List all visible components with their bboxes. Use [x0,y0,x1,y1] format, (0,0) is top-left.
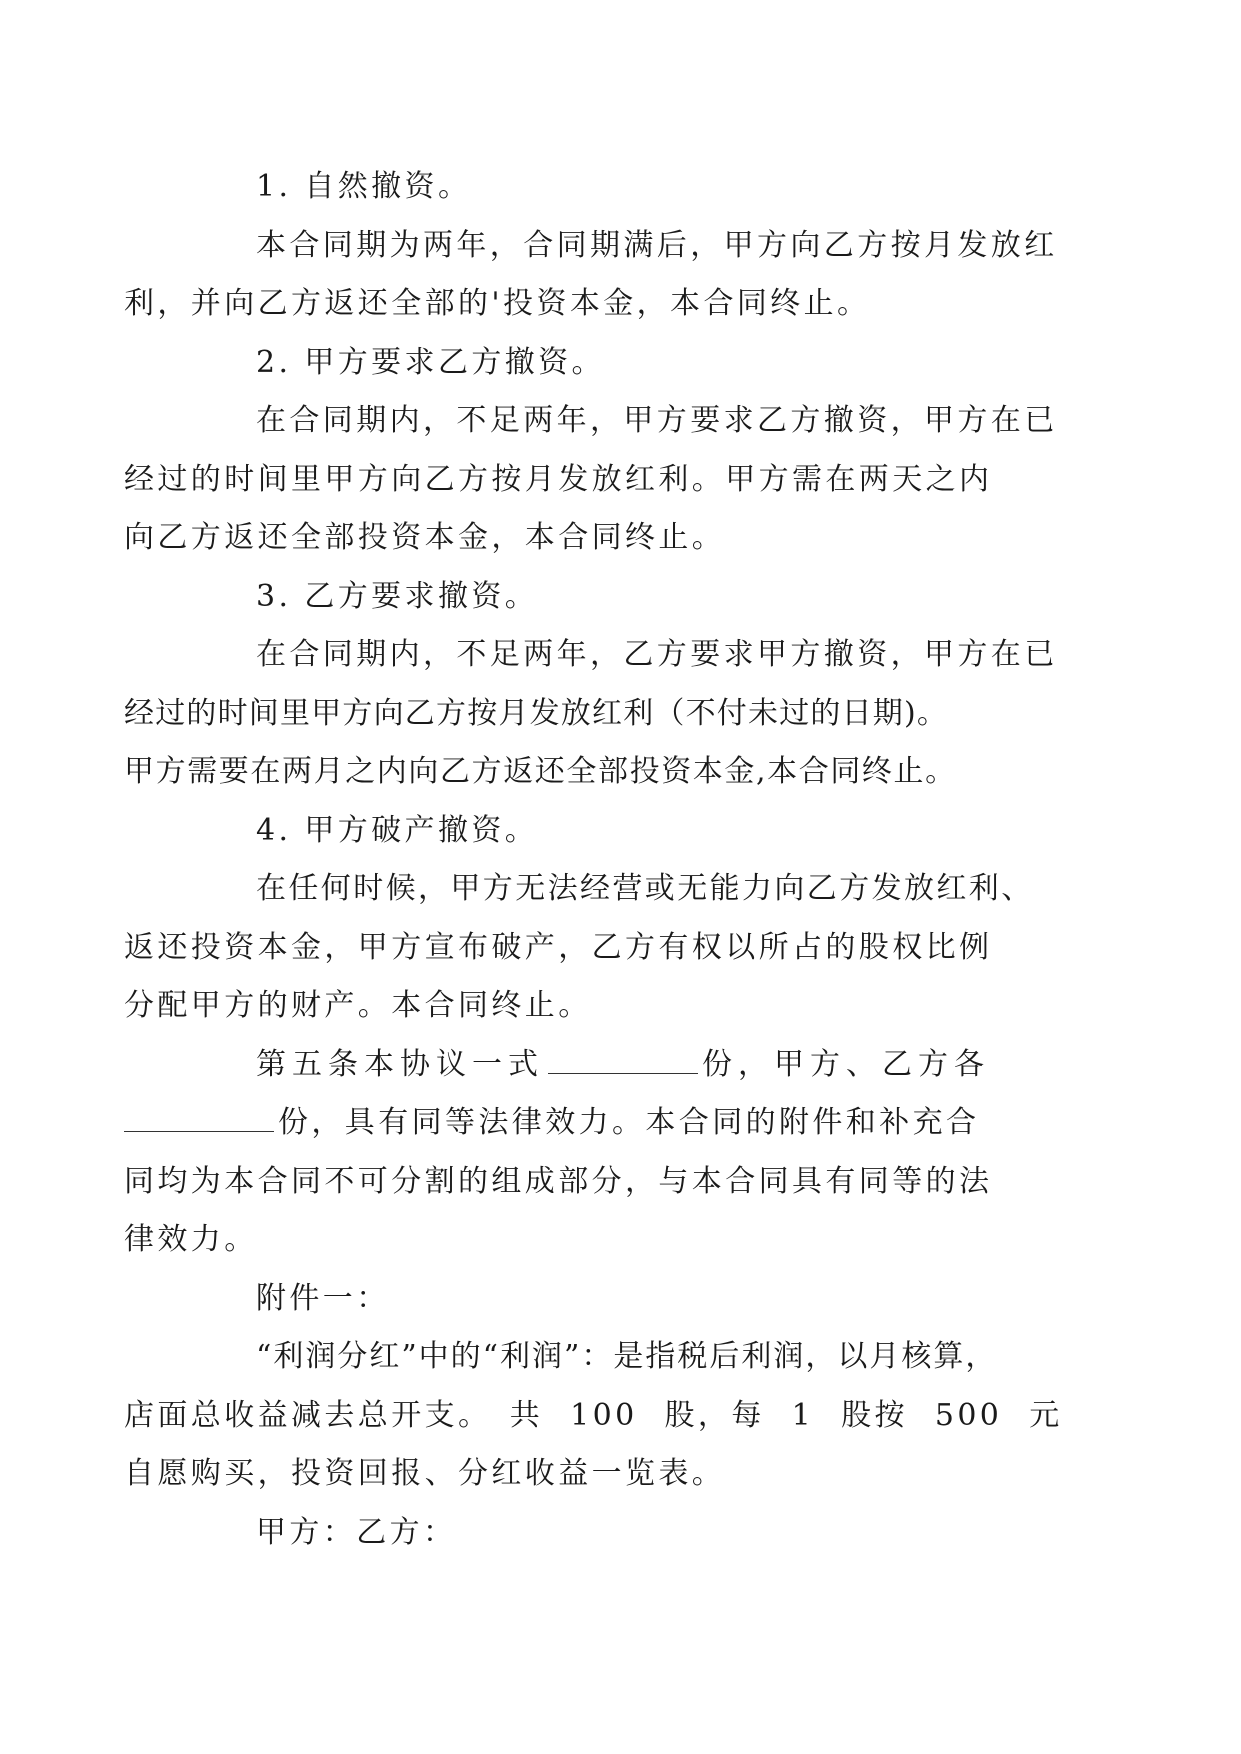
text-line: 甲方：乙方： [256,1514,457,1550]
clause-1-body [124,217,1070,334]
text-line: 在合同期内，不足两年，甲方要求乙方撤资，甲方在已 [256,403,1058,438]
text-line [190,1036,1070,1095]
text-line: 分配甲方的财产。本合同终止。 [124,988,592,1023]
text-line [124,1094,1070,1153]
article-5-mid: 份，甲方、乙方各 [702,1046,990,1082]
text-line: 甲方需要在两月之内向乙方返还全部投资本金,本合同终止。 [124,754,957,789]
copies-total-blank [548,1049,698,1074]
text-line: 店面总收益减去总开支。 共 100 股，每 1 股按 500 元 [124,1397,1063,1433]
text-line: 利，并向乙方返还全部的'投资本金，本合同终止。 [124,286,871,321]
copies-each-blank [124,1107,274,1132]
signature-line [190,1504,1070,1563]
clause-3-heading [190,568,1070,627]
clause-4-body [124,860,1070,1036]
text-line: 在任何时候，甲方无法经营或无能力向乙方发放红利、 [256,871,1034,906]
attachment-body [124,1328,1070,1504]
text-line: 向乙方返还全部投资本金，本合同终止。 [124,520,726,555]
text-line: 3. 乙方要求撤资。 [256,578,539,614]
attachment-heading [190,1270,1070,1329]
contract-body [124,158,1070,1562]
text-line: 在合同期内，不足两年，乙方要求甲方撤资，甲方在已 [256,637,1058,672]
text-line: 经过的时间里甲方向乙方按月发放红利（不付未过的日期)。 [124,695,949,731]
text-line: 1. 自然撤资。 [256,169,472,204]
text-line: “利润分红”中的“利润”：是指税后利润，以月核算， [256,1339,998,1374]
article-5-intro: 第五条本协议一式 [256,1046,544,1082]
clause-2-body [124,392,1070,568]
text-line: 自愿购买，投资回报、分红收益一览表。 [124,1456,726,1491]
clause-3-body [124,626,1070,802]
text-line: 本合同期为两年，合同期满后，甲方向乙方按月发放红 [256,227,1058,263]
article-5 [124,1036,1070,1270]
text-line: 4. 甲方破产撤资。 [256,812,539,848]
text-line: 同均为本合同不可分割的组成部分，与本合同具有同等的法 [124,1163,993,1199]
text-line: 2. 甲方要求乙方撤资。 [256,344,605,380]
text-line: 律效力。 [124,1222,258,1257]
text-line: 返还投资本金，甲方宣布破产，乙方有权以所占的股权比例 [124,929,993,965]
clause-4-heading [190,802,1070,861]
clause-1-heading [190,158,1070,217]
clause-2-heading [190,334,1070,393]
article-5-rest: 份，具有同等法律效力。本合同的附件和补充合 [278,1105,980,1140]
text-line: 附件一： [256,1280,390,1316]
text-line: 经过的时间里甲方向乙方按月发放红利。甲方需在两天之内 [124,461,993,497]
